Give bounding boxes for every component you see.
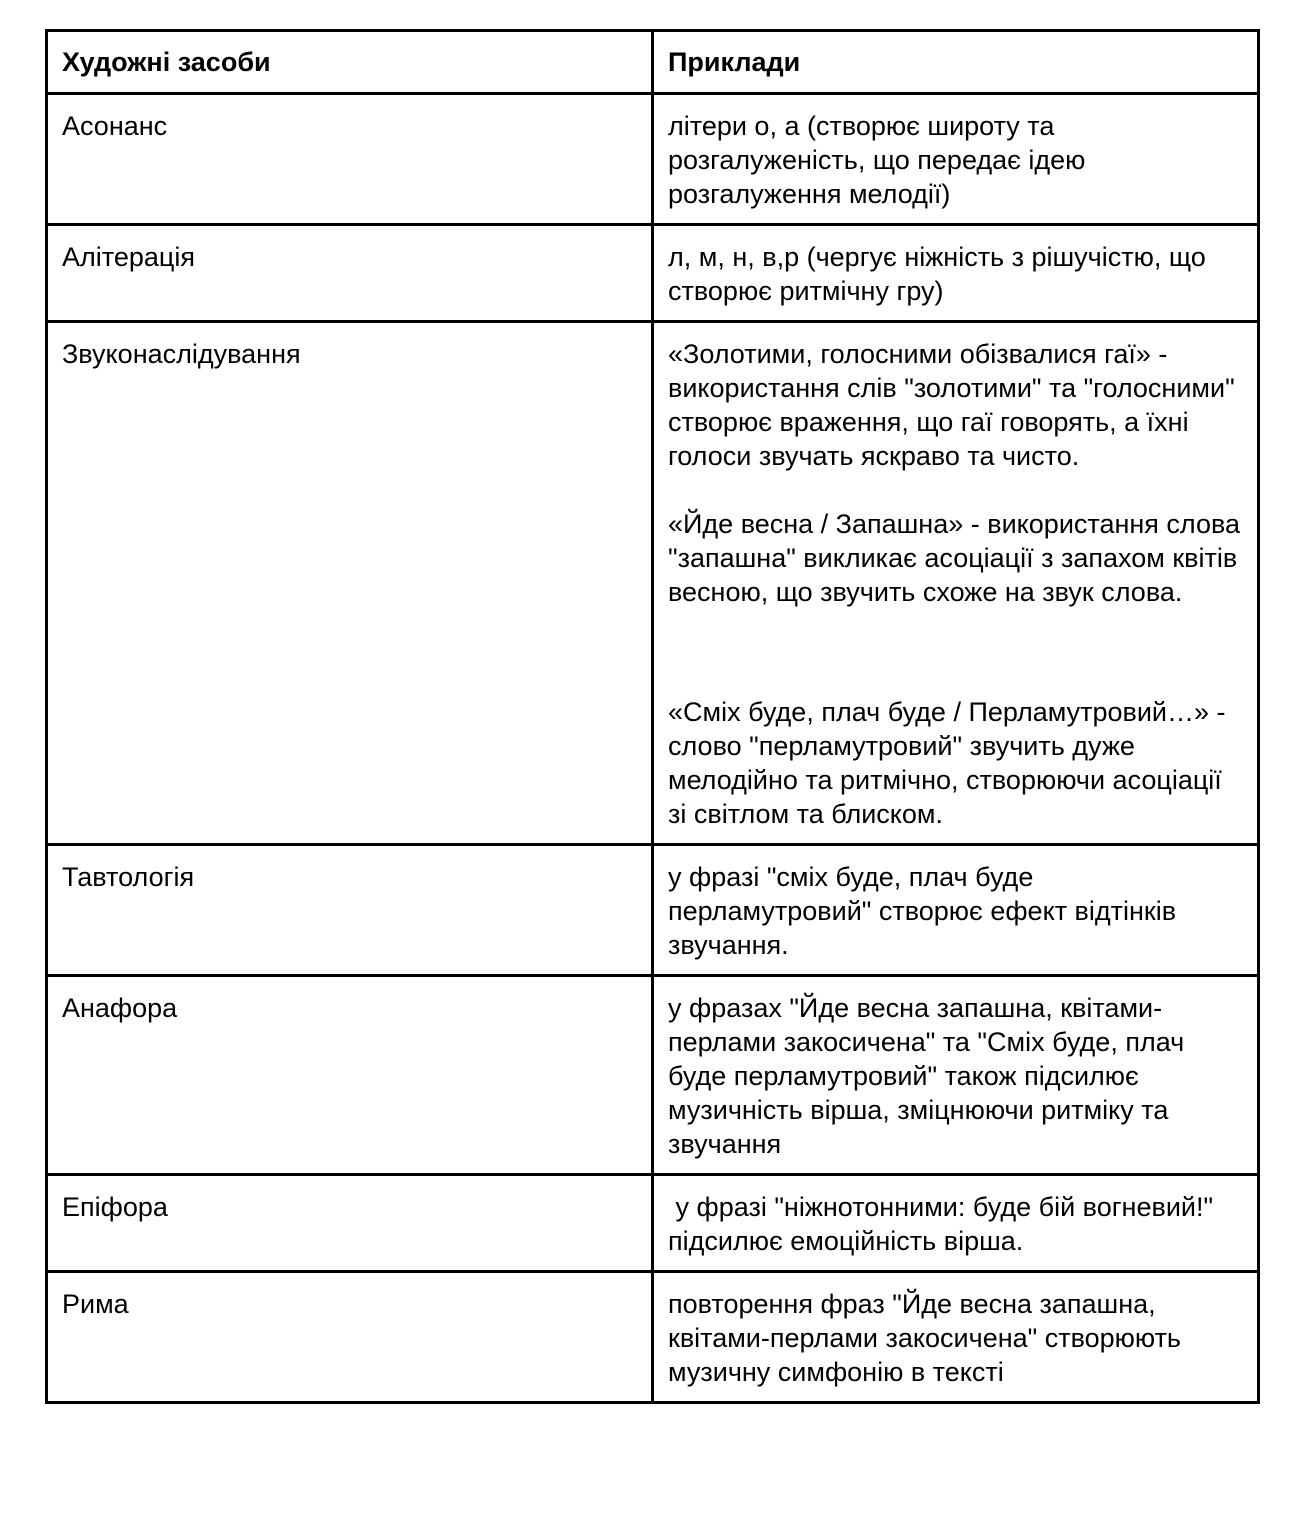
example-text: л, м, н, в,р (чергує ніжність з рішучістю, що створює ритмічну гру) [668, 242, 1214, 306]
examples-cell [653, 1272, 1259, 1403]
examples-cell [653, 322, 1259, 845]
example-text: у фразах "Йде весна запашна, квітами-перлами закосичена" та "Сміх буде, плач буде перламутровий" також підсилює музичність вірша, зміцнюючи ритміку та звучання [668, 993, 1192, 1159]
table-row [47, 976, 1259, 1175]
examples-cell [653, 94, 1259, 225]
devices-table [45, 29, 1260, 1404]
examples-cell [653, 845, 1259, 976]
device-cell: Епіфора [47, 1175, 653, 1272]
examples-cell [653, 976, 1259, 1175]
table-row [47, 94, 1259, 225]
example-text: «Йде весна / Запашна» - використання слова "запашна" викликає асоціації з запахом квітів весною, що звучить схоже на звук слова. [668, 509, 1248, 607]
table-header-row [47, 31, 1259, 94]
example-text: у фразі "сміх буде, плач буде перламутровий" створює ефект відтінків звучання. [668, 862, 1184, 960]
device-cell: Рима [47, 1272, 653, 1403]
header-examples: Приклади [653, 31, 1259, 94]
device-cell: Анафора [47, 976, 653, 1175]
device-cell: Звуконаслідування [47, 322, 653, 845]
table-row [47, 1175, 1259, 1272]
table-row [47, 225, 1259, 322]
device-cell: Тавтологія [47, 845, 653, 976]
device-cell: Асонанс [47, 94, 653, 225]
example-text: «Сміх буде, плач буде / Перламутровий…» - слово "перламутровий" звучить дуже мелодійно та ритмічно, створюючи асоціації зі світлом та блиском. [668, 697, 1234, 829]
header-devices: Художні засоби [47, 31, 653, 94]
example-text: «Золотими, голосними обізвалися гаї» - використання слів "золотими" та "голосними" створює враження, що гаї говорять, а їхні голоси звучать яскраво та чисто. [668, 339, 1243, 471]
table-row [47, 845, 1259, 976]
device-cell: Алітерація [47, 225, 653, 322]
table-row [47, 322, 1259, 845]
example-text: повторення фраз "Йде весна запашна, квітами-перлами закосичена" створюють музичну симфонію в тексті [668, 1289, 1189, 1387]
examples-cell [653, 1175, 1259, 1272]
example-text: літери о, а (створює широту та розгалуженість, що передає ідею розгалуження мелодії) [668, 111, 1093, 209]
table-row [47, 1272, 1259, 1403]
example-text: у фразі "ніжнотонними: буде бій вогневий!" підсилює емоційність вірша. [668, 1192, 1221, 1256]
examples-cell [653, 225, 1259, 322]
